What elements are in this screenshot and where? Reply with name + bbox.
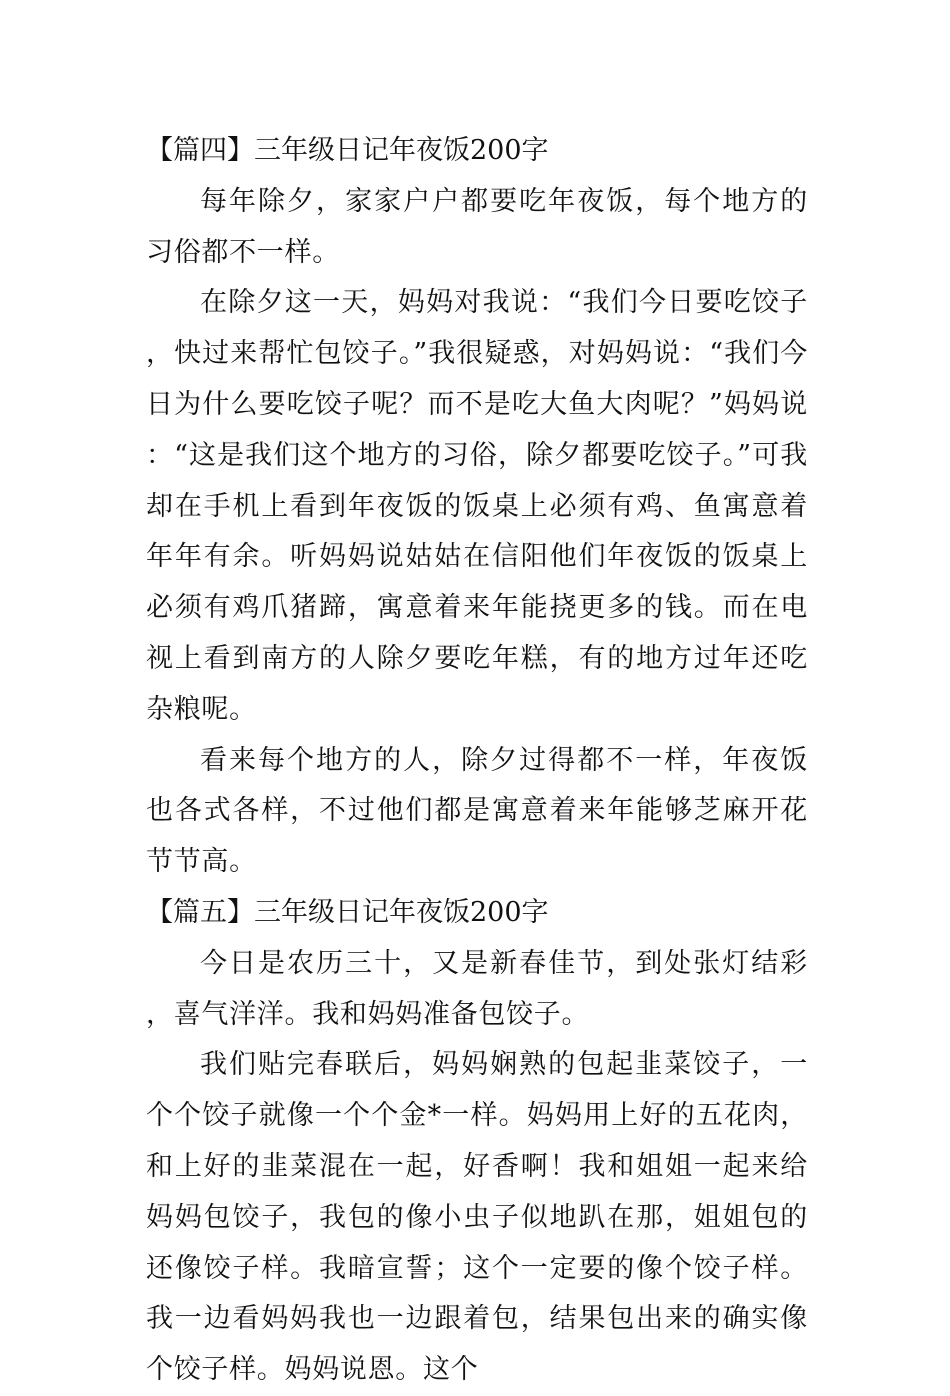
- section-heading: 【篇四】三年级日记年夜饭200字: [146, 135, 549, 166]
- document-page: [146, 126, 808, 1396]
- paragraph: 在除夕这一天，妈妈对我说：“我们今日要吃饺子，快过来帮忙包饺子。”我很疑惑，对妈妈说：“我们今日为什么要吃饺子呢？而不是吃大鱼大肉呢？”妈妈说：“这是我们这个地方的习俗，除夕都要吃饺子。”可我却在手机上看到年夜饭的饭桌上必须有鸡、鱼寓意着年年有余。听妈妈说姑姑在信阳他们年夜饭的饭桌上必须有鸡爪猪蹄，寓意着来年能挠更多的钱。而在电视上看到南方的人除夕要吃年糕，有的地方过年还吃杂粮呢。: [146, 287, 808, 725]
- section-4: [146, 126, 808, 888]
- paragraph: 每年除夕，家家户户都要吃年夜饭，每个地方的习俗都不一样。: [146, 185, 808, 268]
- paragraph: 今日是农历三十，又是新春佳节，到处张灯结彩，喜气洋洋。我和妈妈准备包饺子。: [146, 947, 808, 1030]
- section-5: [146, 888, 808, 1396]
- paragraph: 看来每个地方的人，除夕过得都不一样，年夜饭也各式各样，不过他们都是寓意着来年能够芝麻开花节节高。: [146, 744, 808, 878]
- section-heading: 【篇五】三年级日记年夜饭200字: [146, 896, 549, 928]
- paragraph: 我们贴完春联后，妈妈娴熟的包起韭菜饺子，一个个饺子就像一个个金*一样。妈妈用上好的五花肉，和上好的韭菜混在一起，好香啊！我和姐姐一起来给妈妈包饺子，我包的像小虫子似地趴在那，姐姐包的还像饺子样。我暗宣誓；这个一定要的像个饺子样。我一边看妈妈我也一边跟着包，结果包出来的确实像个饺子样。妈妈说恩。这个: [146, 1049, 808, 1386]
